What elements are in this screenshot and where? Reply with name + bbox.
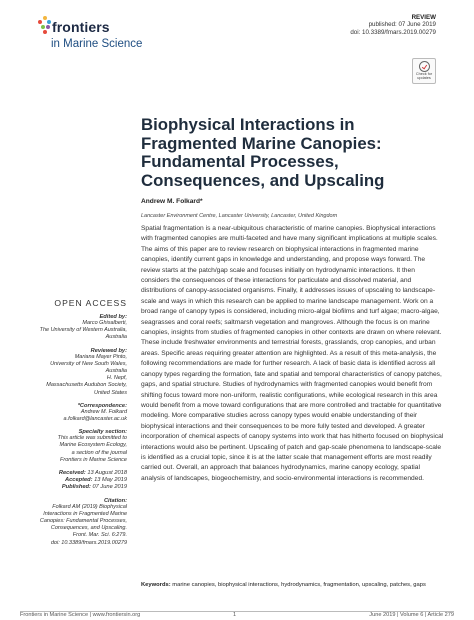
logo-dot [38,20,42,24]
citation-heading: Citation: [103,497,127,504]
article-dates [20,470,127,492]
reviewed-by-heading: Reviewed by: [90,347,127,354]
author-affiliation: Lancaster Environment Centre, Lancaster University, Lancaster, United Kingdom [141,213,338,219]
article-meta [350,14,436,36]
footer-journal-link[interactable]: Frontiers in Marine Science | www.frontiersin.org [20,612,141,618]
article-title: Biophysical Interactions in Fragmented Marine Canopies: Fundamental Processes, Consequences, and Upscaling [141,115,385,190]
edited-by-heading: Edited by: [99,314,127,320]
specialty-text: This article was submitted to Marine Ecosystem Ecology, a section of the journal Frontiers in Marine Science [57,435,127,463]
abstract-text: Spatial fragmentation is a near-ubiquitous characteristic of marine canopies. Biophysical interactions with fragmented canopies are multi-faceted and have many significant implications at multiple scales. The aims of this paper are to review research on biophysical interactions in fragmented marine canopies, identify current gaps in knowledge and understanding, and propose ways forward. The review starts at the patch/gap scale and focuses initially on hydrodynamic interactions. It then considers the consequences of these interactions for particulate and dissolved material, and distributions of canopy-associated organisms. Finally, it addresses issues of upscaling to landscape-scale and ways in which this research can be applied to marine landscape management. Work on a broad range of canopy types is considered, including micro-algal biofilms and turf algae; macro-algae, seagrasses and coral reefs; saltmarsh vegetation and mangroves. Although the focus is on marine canopies, insights from studies of fragmented canopies in other contexts are drawn on where relevant. These include freshwater environments and terrestrial forests, grasslands, crop canopies, and urban areas. Specific areas requiring greater attention are highlighted. As a result of this meta-analysis, the following recommendations are made for further research. A lack of basic data is identified across all canopy types regarding the formation, fate and spatial and temporal characteristics of canopy patches, gaps, and spatial structure. Studies of hydrodynamics with fragmented canopies would benefit from shifting focus toward more non-uniform, realistic configurations, while ecological research in this area would benefit from a move toward configurations that are more controlled and tractable for quantitative modeling. More comparative studies across canopy types would enable understanding of their biophysical interactions and their consequences to be more fully tested and developed. A greater incorporation of chemical aspects of canopy systems into work that has hitherto focused on biophysical interactions would also be pertinent. Upscaling of patch and gap-scale phenomena to landscape-scale is identified as a crucial topic, since it is at the latter scale that management efforts are most readily carried out. Overall, an approach that balances hydrodynamics, marine canopy ecology, spatial analysis of landscapes, biogeochemistry, and socio-environmental interactions is recommended. [141,225,444,482]
journal-logo [38,14,168,50]
published-value: 07 June 2019 [92,484,127,491]
received-value: 13 August 2018 [87,470,127,477]
logo-dot [47,20,51,24]
article-info-sidebar [20,298,127,547]
specialty-heading: Specialty section: [78,429,127,436]
accepted-label: Accepted: [65,477,93,484]
open-access-label: OPEN ACCESS [54,298,127,308]
received-label: Received: [58,470,86,477]
reviewed-by-text: Mariana Mayer Pinto, University of New South Wales, Australia H. Nepf, Massachusetts Audubon Society, United States [46,353,127,396]
journal-name: in Marine Science [51,38,143,50]
logo-dot [46,25,50,29]
brand-name: frontiers [52,19,110,35]
keywords-label: Keywords: [141,582,171,588]
footer-issue-info: June 2019 | Volume 6 | Article 279 [369,612,454,618]
correspondence-heading: *Correspondence: [77,402,127,409]
check-updates-icon [419,61,430,72]
logo-dot [43,30,47,34]
received-date [20,470,127,477]
author-name[interactable]: Andrew M. Folkard* [141,198,203,205]
accepted-date [20,477,127,484]
logo-dot [43,16,47,20]
article-type: REVIEW [411,14,436,21]
published-date-sidebar [20,484,127,491]
citation-text: Folkard AM (2019) Biophysical Interactions in Fragmented Marine Canopies: Fundamental Processes, Consequences, and Upscaling. Front. Mar. Sci. 6:279. doi: 10.3389/fmars.2019.00279 [39,503,127,546]
correspondence-text[interactable]: Andrew M. Folkard a.folkard@lancaster.ac.uk [63,408,127,423]
logo-dot [41,25,45,29]
check-for-updates-button[interactable] [412,58,436,84]
keywords [141,582,451,588]
page-number: 1 [233,612,237,618]
keywords-list: marine canopies, biophysical interactions, hydrodynamics, fragmentation, upscaling, patches, gaps [172,582,426,588]
frontiers-logo-icon [38,14,52,34]
accepted-value: 13 May 2019 [94,477,127,484]
published-date: published: 07 June 2019 [368,21,436,29]
edited-by-text: Marco Ghisalberti, The University of Western Australia, Australia [39,320,127,341]
published-label: Published: [61,484,91,491]
check-updates-label-1: Check for [415,72,433,76]
check-updates-label-2: updates [417,76,431,80]
article-doi[interactable]: doi: 10.3389/fmars.2019.00279 [350,28,436,36]
